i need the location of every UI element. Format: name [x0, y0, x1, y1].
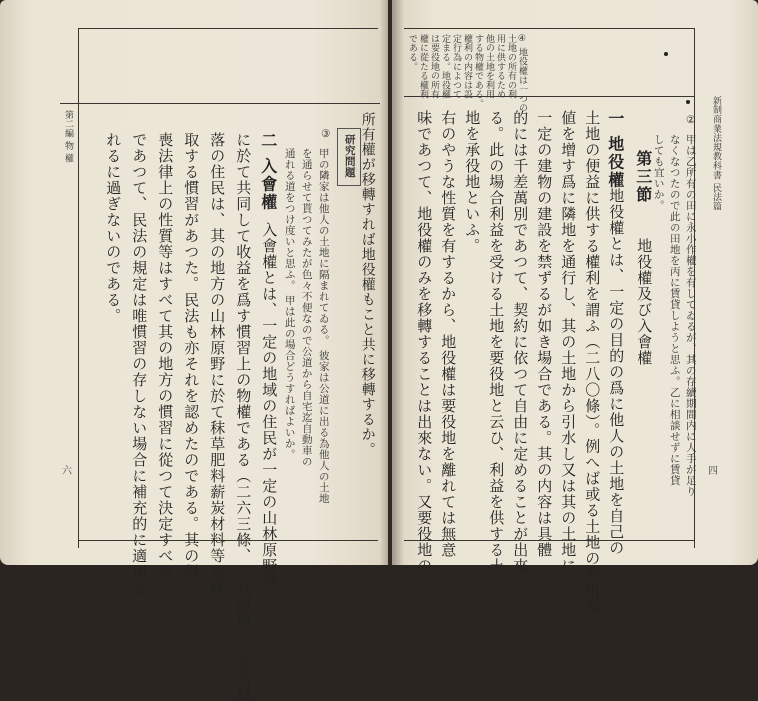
- book-gutter: [380, 0, 404, 565]
- right-upper-note-7: 定行為によつて: [450, 34, 461, 100]
- right-body-line-2: 土地の便益に供する權利を謂ふ（二八〇條）。例へば或る土地の利用價: [583, 110, 602, 615]
- right-upper-note-9: は要役地の所有: [428, 34, 439, 100]
- right-sub-heading: 一 地役權: [605, 110, 625, 190]
- left-note-line-3: 通れる道をつけ度いと思ふ。 甲は此の場合どうすればよいか。: [283, 148, 296, 460]
- right-body-line-3: 値を增す爲に隣地を通行し、其の土地から引水し又は其の土地に: [559, 110, 578, 574]
- right-upper-note-2: 土地の所有の利: [505, 34, 516, 100]
- section-number: 第三節: [633, 150, 653, 204]
- left-top-question: 所有權が移轉すれば地役權もこと共に移轉するか。: [359, 112, 376, 457]
- right-upper-note-8: 定まる。地役權: [439, 34, 450, 100]
- left-note-mark: ③: [319, 128, 332, 141]
- marker-dot: [686, 100, 690, 104]
- right-upper-note-5: する物權である。: [472, 34, 483, 109]
- right-top-note-mark: ②: [684, 114, 697, 127]
- left-frame-rule: [78, 28, 79, 548]
- right-upper-note-1: ④ 地役權は一つの: [516, 34, 527, 113]
- left-note-line-2: を通らせて貰つてみたが色々不便なので公道から自宅迄自動車の: [300, 148, 313, 467]
- right-top-rule: [404, 28, 694, 29]
- right-body-line-4: 一定の建物の建設を禁ずるが如き場合である。其の内容は具體: [535, 110, 554, 558]
- marker-dot: [664, 52, 668, 56]
- right-top-note-2: なくなつたので此の田地を丙に賃貸しようと思ふ。乙に相談せずに賃貸: [668, 134, 681, 486]
- right-page-number: 四: [708, 466, 718, 477]
- left-section-heading: 二 入會權: [258, 132, 278, 212]
- right-body-line-6: る。此の場合利益を受ける土地を要役地と云ひ、利益を供する土: [487, 110, 506, 574]
- left-body-line-1: 入會權とは、一定の地域の住民が一定の山林原野等: [260, 222, 279, 590]
- left-body-line-7: れるに過ぎないのである。: [104, 132, 123, 324]
- right-body-line-1: 地役權とは、一定の目的の爲に他人の土地を自己の: [607, 188, 626, 556]
- right-upper-note-6: 權利の内容は設: [461, 34, 472, 100]
- left-body-line-4: 取する慣習があつた。民法も亦それを認めたのである。其の得: [182, 132, 201, 580]
- right-upper-note-11: である。: [406, 34, 417, 72]
- left-note-line-1: 甲の隣家は他人の土地に隔まれてゐる。 彼家は公道に出る為他人の土地: [317, 148, 330, 504]
- right-top-note-3: しても宜いか。: [652, 134, 665, 211]
- left-top-rule: [78, 28, 378, 29]
- right-top-note-1: 甲は乙所有の田に永小作權を有してゐるが、其の存續期間内に人手が足り: [684, 134, 697, 497]
- right-body-line-8: 右のやうな性質を有するから、地役權は要役地を離れては無意: [439, 110, 458, 558]
- left-page-number: 六: [62, 466, 72, 477]
- right-upper-note-4: 他の土地を利用: [483, 34, 494, 100]
- right-upper-note-3: 用に供するため: [494, 34, 505, 100]
- right-body-line-9: 味であつて、地役權のみを移轉することは出來ない。又要役地の: [415, 110, 434, 574]
- study-box-label: 研究問題: [343, 134, 356, 178]
- right-upper-note-10: 權に從たる權利: [417, 34, 428, 100]
- left-running-head: 第二編 物 權: [62, 110, 73, 163]
- left-body-line-2: に於て共同して收益を爲す慣習上の物權である（二六三條、二九四條）。古來村: [234, 132, 253, 701]
- left-header-rule: [60, 103, 380, 104]
- right-body-line-7: 地を承役地といふ。: [463, 110, 482, 254]
- right-body-line-5: 的には千差萬別であつて、契約に依つて自由に定めることが出來: [511, 110, 530, 574]
- right-running-head: 新制商業法規教科書 民法篇: [710, 96, 721, 211]
- left-body-line-5: 喪法律上の性質等はすべて其の地方の慣習に從つて決定すべき: [156, 132, 175, 580]
- left-body-line-6: であつて、民法の規定は唯慣習の存しない場合に補充的に適用さ: [130, 132, 149, 596]
- section-title: 地役權及び入會權: [635, 238, 654, 366]
- left-body-line-3: 落の住民は、其の地方の山林原野に於て秣草肥料薪炭材料等を採: [208, 132, 227, 596]
